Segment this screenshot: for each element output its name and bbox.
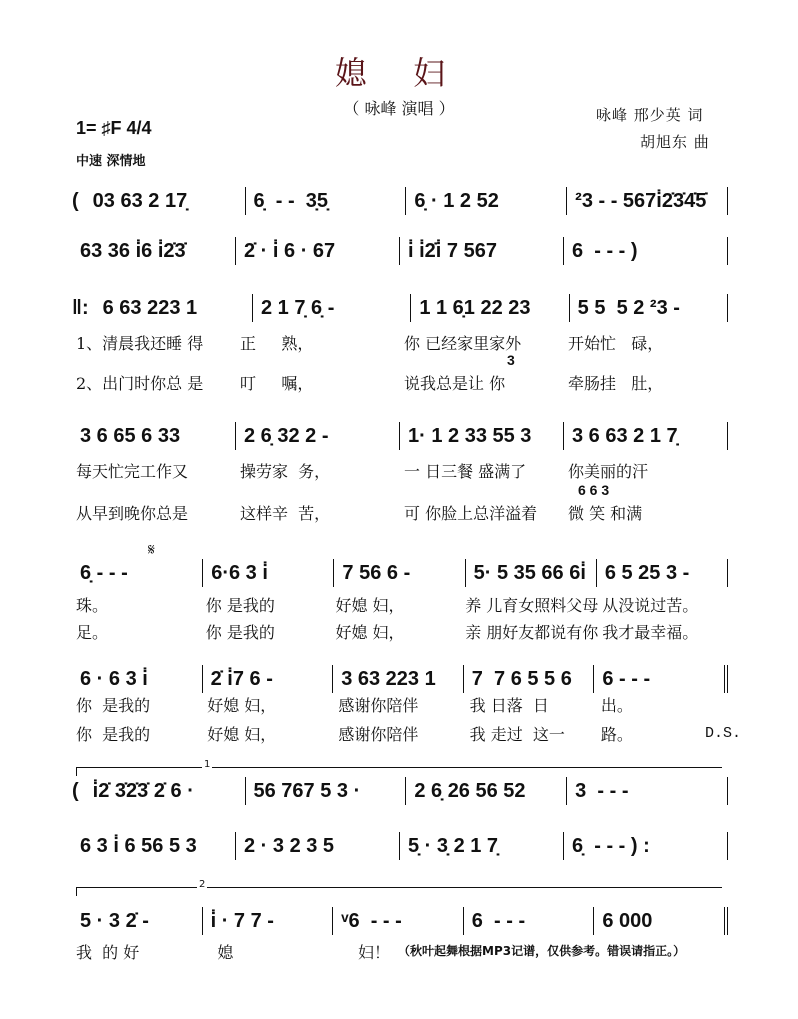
staff-line [72, 664, 728, 694]
tempo-marking: 中速 深情地 [76, 154, 146, 169]
lyric-segment: 好媳 妇， [335, 623, 405, 642]
measure: ²3 - - 567i̇2̇3̇4̇5̇ [567, 187, 728, 215]
staff-line [72, 236, 728, 266]
staff-line [72, 906, 728, 936]
measure: 2 · 3 2 3 5 [236, 832, 400, 860]
composer-credit: 胡旭东 曲 [640, 133, 710, 151]
lyric-segment: 媳 [207, 943, 234, 962]
lyric-line-verse-1 [72, 693, 728, 717]
staff-line [72, 776, 728, 806]
dal-segno-mark: D.S. [705, 725, 742, 742]
lyric-segment: 亲 朋好友都说有你 [465, 623, 599, 642]
staff-prefix: ‖: [72, 296, 89, 319]
segno-sign: 𝄋 [148, 540, 155, 559]
measure: 6 63 223 1 [95, 294, 253, 322]
measure: 2 6̣ 32 2 - [236, 422, 400, 450]
lyric-line-verse-2 [72, 620, 728, 644]
lyric-segment: 从早到晚你总是 [76, 504, 189, 523]
measure: 1· 1 2 33 55 3 [400, 422, 564, 450]
lyric-segment: 你 是我的 [205, 596, 275, 615]
lyric-segment: 每天忙完工作又 [76, 462, 189, 481]
performer-credit: （ 咏峰 演唱 ） [343, 99, 455, 118]
measure: 3 6 65 6 33 [72, 422, 236, 450]
volta-number: 2 [199, 879, 206, 890]
measure: 6 3 i̇ 6 56 5 3 [72, 832, 236, 860]
measure: 6 · 6 3 i̇ [72, 665, 203, 693]
volta-bracket-2 [76, 879, 722, 896]
ending-lyric: 妇！ [358, 943, 391, 962]
measure: 5 5 5 2 ²3 - [570, 294, 728, 322]
lyric-segment: 你 是我的 [76, 696, 151, 715]
measure: 5· 5 35 66 6i̇ [466, 559, 597, 587]
measure: 63 36 i̇6 i̇2̇3̇ [72, 237, 236, 265]
lyric-segment: 开始忙 碌， [568, 334, 664, 353]
lyric-line-verse-1 [72, 331, 728, 355]
staff-line [72, 831, 728, 861]
measure: 6·6 3 i̇ [203, 559, 334, 587]
staff-prefix: ( [72, 779, 79, 802]
lyric-segment: 好媳 妇， [207, 696, 277, 715]
lyric-segment: 感谢你陪伴 [338, 696, 419, 715]
measure: i̇ i̇2̇i̇ 7 567 [400, 237, 564, 265]
measure: 3 - - - [567, 777, 728, 805]
lyric-segment: 我 的 好 [76, 943, 140, 962]
lyric-segment: 路。 [600, 725, 633, 744]
lyric-segment: 一 日三餐 盛满了 [404, 462, 527, 481]
measure: 6̣ - - - ) : [564, 832, 728, 860]
measure: 5 · 3 2̇ - [72, 907, 203, 935]
measure: 6 - - - [464, 907, 595, 935]
alt-note-marker: 6 6 3 [578, 482, 610, 498]
measure: 56 767 5 3 · [246, 777, 407, 805]
measure: 03 63 2 17̣ [85, 187, 246, 215]
measure: 3 63 223 1 [333, 665, 464, 693]
staff-prefix: ( [72, 189, 79, 212]
song-title: 媳 妇 [334, 54, 464, 92]
lyric-segment: 出。 [600, 696, 633, 715]
measure: 6 000 [594, 907, 728, 935]
lyric-segment: 我才最幸福。 [602, 623, 699, 642]
lyric-segment [334, 940, 465, 964]
staff-line [72, 421, 728, 451]
measure: 7 56 6 - [334, 559, 465, 587]
lyric-segment: 好媳 妇， [207, 725, 277, 744]
lyric-segment: 你 是我的 [205, 623, 275, 642]
key-time-signature: 1= ♯F 4/4 [76, 118, 152, 138]
lyric-line-verse-2 [72, 501, 728, 525]
lyric-segment: 1、清晨我还睡 得 [76, 334, 204, 353]
measure: 7 7 6 5 5 6 [464, 665, 595, 693]
lyric-segment: 叮 嘱， [240, 374, 314, 393]
lyric-segment [466, 940, 597, 964]
measure: 2̇ i̇7 6 - [203, 665, 334, 693]
alt-note-marker: 3 [507, 352, 515, 368]
measure: 1 1 6̣1 22 23 [411, 294, 569, 322]
transcriber-note: （秋叶起舞根据MP3记谱，仅供参考。错误请指正。） [398, 944, 686, 958]
measure: 6 5 25 3 - [597, 559, 728, 587]
volta-bracket-1 [76, 759, 722, 776]
lyric-segment: 好媳 妇， [335, 596, 405, 615]
measure: 6 - - - [594, 665, 728, 693]
lyric-segment: 这样辛 苦， [240, 504, 331, 523]
lyric-segment: 可 你脸上总洋溢着 [404, 504, 538, 523]
lyric-line-verse-2 [72, 722, 728, 746]
lyric-segment: 养 儿育女照料父母 [465, 596, 599, 615]
volta-number: 1 [204, 759, 211, 770]
measure: 2 1 7̣ 6̣ - [253, 294, 411, 322]
lyric-segment: 说我总是让 你 [404, 374, 506, 393]
measure: 6̣ · 1 2 52 [406, 187, 567, 215]
lyricist-credit: 咏峰 邢少英 词 [596, 106, 704, 124]
lyric-line-verse-1 [72, 940, 728, 964]
lyric-segment: 牵肠挂 肚， [568, 374, 664, 393]
lyric-segment: 操劳家 务， [240, 462, 331, 481]
measure: 6 - - - ) [564, 237, 728, 265]
lyric-line-verse-1 [72, 593, 728, 617]
measure: i̇2̇ 3̇2̇3̇ 2̇ 6 · [85, 777, 246, 805]
staff-line [72, 558, 728, 588]
measure: 6̣ - - - [72, 559, 203, 587]
staff-line [72, 186, 728, 216]
lyric-segment: 2、出门时你总 是 [76, 374, 204, 393]
lyric-segment: 我 走过 这一 [469, 725, 565, 744]
measure: 2 6̣ 26 56 52 [406, 777, 567, 805]
lyric-line-verse-2 [72, 371, 728, 395]
lyric-segment: 感谢你陪伴 [338, 725, 419, 744]
staff-line [72, 293, 728, 323]
lyric-segment: 珠。 [76, 596, 109, 615]
lyric-segment: 你美丽的汗 [568, 462, 649, 481]
lyric-segment: 你 是我的 [76, 725, 151, 744]
measure: 3 6 63 2 1 7̣ [564, 422, 728, 450]
lyric-segment: 微 笑 和满 [568, 504, 643, 523]
lyric-segment: 足。 [76, 623, 109, 642]
lyric-line-verse-1 [72, 459, 728, 483]
measure: 2̇ · i̇ 6 · 67 [236, 237, 400, 265]
lyric-segment [597, 940, 728, 964]
lyric-segment: 我 日落 日 [469, 696, 549, 715]
measure: 6̣ - - 3̣5̣ [246, 187, 407, 215]
lyric-segment: 从没说过苦。 [602, 596, 699, 615]
measure: ᵛ6 - - - [333, 907, 464, 935]
lyric-segment: 正 熟， [240, 334, 314, 353]
measure: 5̣ · 3̣ 2 1 7̣ [400, 832, 564, 860]
measure: i̇ · 7 7 - [203, 907, 334, 935]
lyric-segment: 你 已经家里家外 [404, 334, 522, 353]
